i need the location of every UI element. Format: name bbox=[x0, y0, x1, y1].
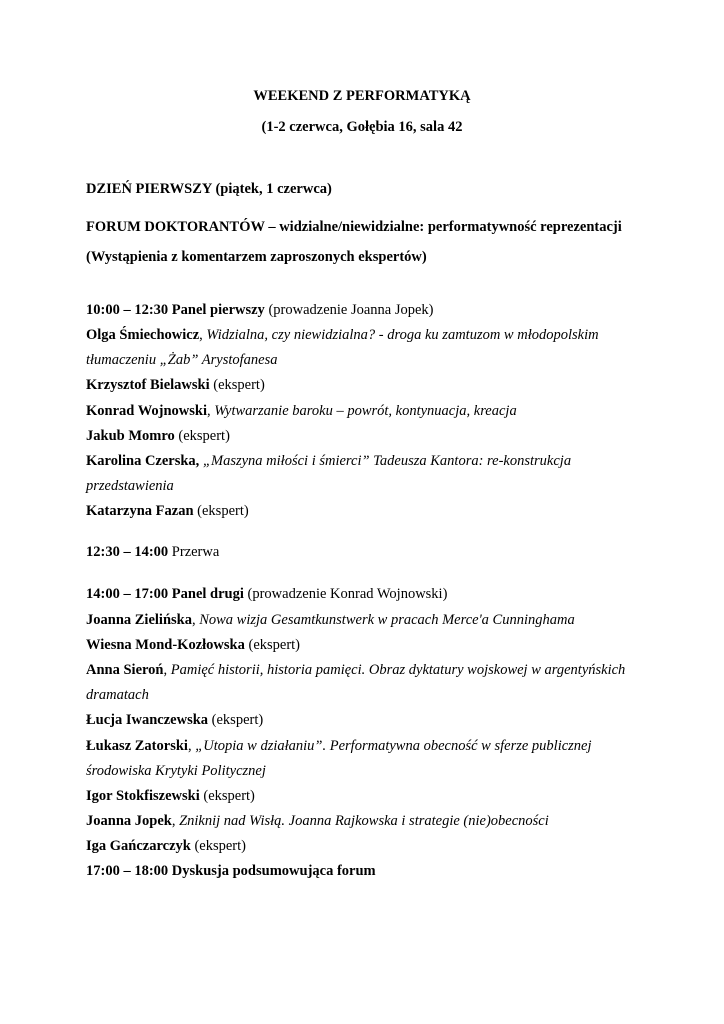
list-item: Igor Stokfiszewski (ekspert) bbox=[86, 788, 255, 804]
list-item-continuation: dramatach bbox=[86, 687, 149, 703]
list-item: Jakub Momro (ekspert) bbox=[86, 428, 230, 444]
document-title: WEEKEND Z PERFORMATYKĄ bbox=[253, 88, 471, 104]
list-item: Krzysztof Bielawski (ekspert) bbox=[86, 377, 265, 393]
panel-2-heading: 14:00 – 17:00 Panel drugi (prowadzenie Konrad Wojnowski) bbox=[86, 586, 448, 602]
list-item: Joanna Jopek, Zniknij nad Wisłą. Joanna Rajkowska i strategie (nie)obecności bbox=[86, 813, 549, 829]
list-item: Iga Gańczarczyk (ekspert) bbox=[86, 838, 246, 854]
list-item: Łucja Iwanczewska (ekspert) bbox=[86, 712, 264, 728]
day-heading: DZIEŃ PIERWSZY (piątek, 1 czerwca) bbox=[86, 181, 332, 197]
list-item: Konrad Wojnowski, Wytwarzanie baroku – powrót, kontynuacja, kreacja bbox=[86, 403, 517, 419]
list-item: Olga Śmiechowicz, Widzialna, czy niewidzialna? - droga ku zamtuzom w młodopolskim bbox=[86, 327, 599, 343]
forum-subtitle: (Wystąpienia z komentarzem zaproszonych ekspertów) bbox=[86, 249, 427, 265]
list-item: Joanna Zielińska, Nowa wizja Gesamtkunstwerk w pracach Merce'a Cunninghama bbox=[86, 612, 575, 628]
list-item: Katarzyna Fazan (ekspert) bbox=[86, 503, 249, 519]
list-item: Anna Sieroń, Pamięć historii, historia pamięci. Obraz dyktatury wojskowej w argentyńskich bbox=[86, 662, 626, 678]
list-item: Wiesna Mond-Kozłowska (ekspert) bbox=[86, 637, 301, 653]
break-line: 12:30 – 14:00 Przerwa bbox=[86, 544, 220, 560]
closing-discussion: 17:00 – 18:00 Dyskusja podsumowująca forum bbox=[86, 863, 376, 879]
list-item-continuation: tłumaczeniu „Żab” Arystofanesa bbox=[86, 352, 278, 368]
panel-1-heading: 10:00 – 12:30 Panel pierwszy (prowadzenie Joanna Jopek) bbox=[86, 302, 434, 318]
forum-title: FORUM DOKTORANTÓW – widzialne/niewidzialne: performatywność reprezentacji bbox=[86, 219, 622, 235]
document-subtitle: (1-2 czerwca, Gołębia 16, sala 42 bbox=[261, 119, 463, 135]
list-item-continuation: przedstawienia bbox=[86, 478, 174, 494]
list-item: Łukasz Zatorski, „Utopia w działaniu”. Performatywna obecność w sferze publicznej bbox=[86, 738, 592, 754]
list-item: Karolina Czerska, „Maszyna miłości i śmierci” Tadeusza Kantora: re-konstrukcja bbox=[86, 453, 572, 469]
list-item-continuation: środowiska Krytyki Politycznej bbox=[86, 763, 266, 779]
